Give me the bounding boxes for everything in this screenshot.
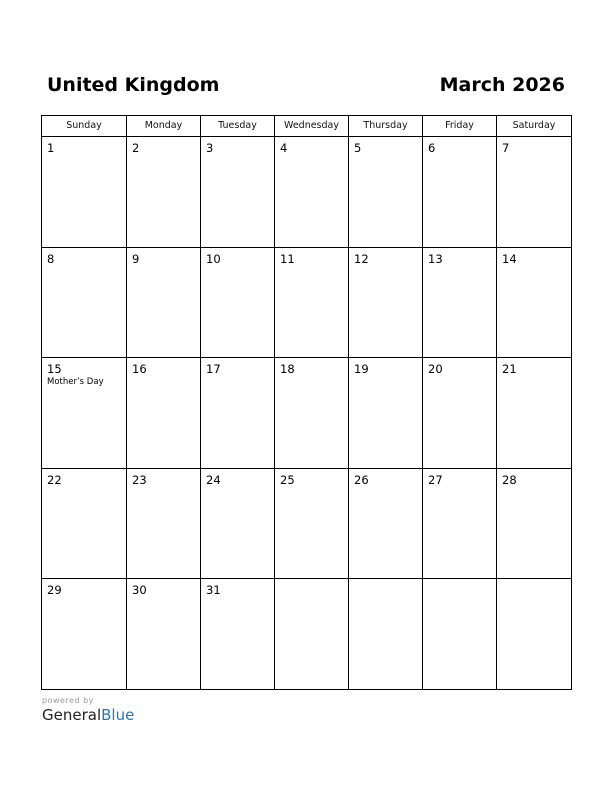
day-number: 30 xyxy=(132,583,147,598)
day-number: 25 xyxy=(280,472,295,487)
weekday-thursday: Thursday xyxy=(349,116,423,137)
generalblue-logo xyxy=(42,706,134,724)
day-number: 11 xyxy=(280,251,295,266)
day-cell xyxy=(275,248,349,359)
day-cell xyxy=(127,358,201,469)
day-cell xyxy=(42,358,127,469)
country-title: United Kingdom xyxy=(47,74,220,96)
day-cell xyxy=(497,137,572,248)
day-number: 3 xyxy=(206,141,214,155)
day-cell xyxy=(201,248,275,359)
weekday-sunday: Sunday xyxy=(42,116,127,137)
day-number: 16 xyxy=(132,362,147,377)
day-number: 9 xyxy=(132,251,140,266)
day-number: 13 xyxy=(428,251,443,266)
day-cell xyxy=(497,248,572,359)
day-number: 24 xyxy=(206,472,221,487)
brand-general: General xyxy=(42,706,102,724)
day-cell xyxy=(201,579,275,690)
day-cell xyxy=(349,579,423,690)
day-cell xyxy=(275,469,349,580)
day-cell xyxy=(497,469,572,580)
day-event: Mother’s Day xyxy=(47,377,104,388)
day-cell xyxy=(423,248,497,359)
day-cell xyxy=(42,469,127,580)
day-cell xyxy=(201,358,275,469)
day-number: 6 xyxy=(428,141,436,155)
day-cell xyxy=(201,469,275,580)
month-title: March 2026 xyxy=(439,74,565,96)
day-cell xyxy=(275,137,349,248)
day-number: 8 xyxy=(47,251,55,266)
footer-logo xyxy=(42,696,134,724)
weekday-wednesday: Wednesday xyxy=(275,116,349,137)
day-cell xyxy=(423,579,497,690)
day-cell xyxy=(127,248,201,359)
weekday-saturday: Saturday xyxy=(497,116,572,137)
weekday-tuesday: Tuesday xyxy=(201,116,275,137)
day-number: 29 xyxy=(47,583,62,598)
day-number: 23 xyxy=(132,472,147,487)
day-number: 7 xyxy=(502,141,510,155)
day-number: 2 xyxy=(132,141,140,155)
day-cell xyxy=(423,137,497,248)
day-cell xyxy=(497,579,572,690)
weekday-friday: Friday xyxy=(423,116,497,137)
day-number: 4 xyxy=(280,141,288,155)
calendar-weeks xyxy=(42,137,572,690)
day-cell xyxy=(423,358,497,469)
day-cell xyxy=(127,579,201,690)
weekday-header-row xyxy=(42,116,572,137)
day-number: 28 xyxy=(502,472,517,487)
day-cell xyxy=(349,358,423,469)
day-number: 27 xyxy=(428,472,443,487)
powered-by-text: powered by xyxy=(42,696,94,705)
day-number: 22 xyxy=(47,472,62,487)
brand-blue: Blue xyxy=(101,706,135,724)
day-number: 12 xyxy=(354,251,369,266)
day-cell xyxy=(349,137,423,248)
day-number: 19 xyxy=(354,362,369,377)
day-cell xyxy=(42,137,127,248)
day-number: 5 xyxy=(354,141,362,155)
day-number: 20 xyxy=(428,362,443,377)
day-cell xyxy=(275,579,349,690)
weekday-monday: Monday xyxy=(127,116,201,137)
day-number: 31 xyxy=(206,583,221,598)
day-number: 1 xyxy=(47,141,55,155)
day-cell xyxy=(349,469,423,580)
week-row xyxy=(42,248,572,359)
day-cell xyxy=(127,469,201,580)
day-number: 26 xyxy=(354,472,369,487)
week-row xyxy=(42,137,572,248)
week-row xyxy=(42,469,572,580)
day-number: 17 xyxy=(206,362,221,377)
week-row xyxy=(42,358,572,469)
day-cell xyxy=(42,248,127,359)
day-number: 21 xyxy=(502,362,517,377)
day-number: 15 xyxy=(47,362,62,377)
week-row xyxy=(42,579,572,690)
day-cell xyxy=(127,137,201,248)
calendar-grid xyxy=(41,115,572,690)
day-cell xyxy=(423,469,497,580)
day-cell xyxy=(275,358,349,469)
day-cell xyxy=(349,248,423,359)
day-cell xyxy=(201,137,275,248)
day-cell xyxy=(497,358,572,469)
day-number: 18 xyxy=(280,362,295,377)
day-number: 10 xyxy=(206,251,221,266)
day-number: 14 xyxy=(502,251,517,266)
calendar-header xyxy=(47,70,565,100)
day-cell xyxy=(42,579,127,690)
